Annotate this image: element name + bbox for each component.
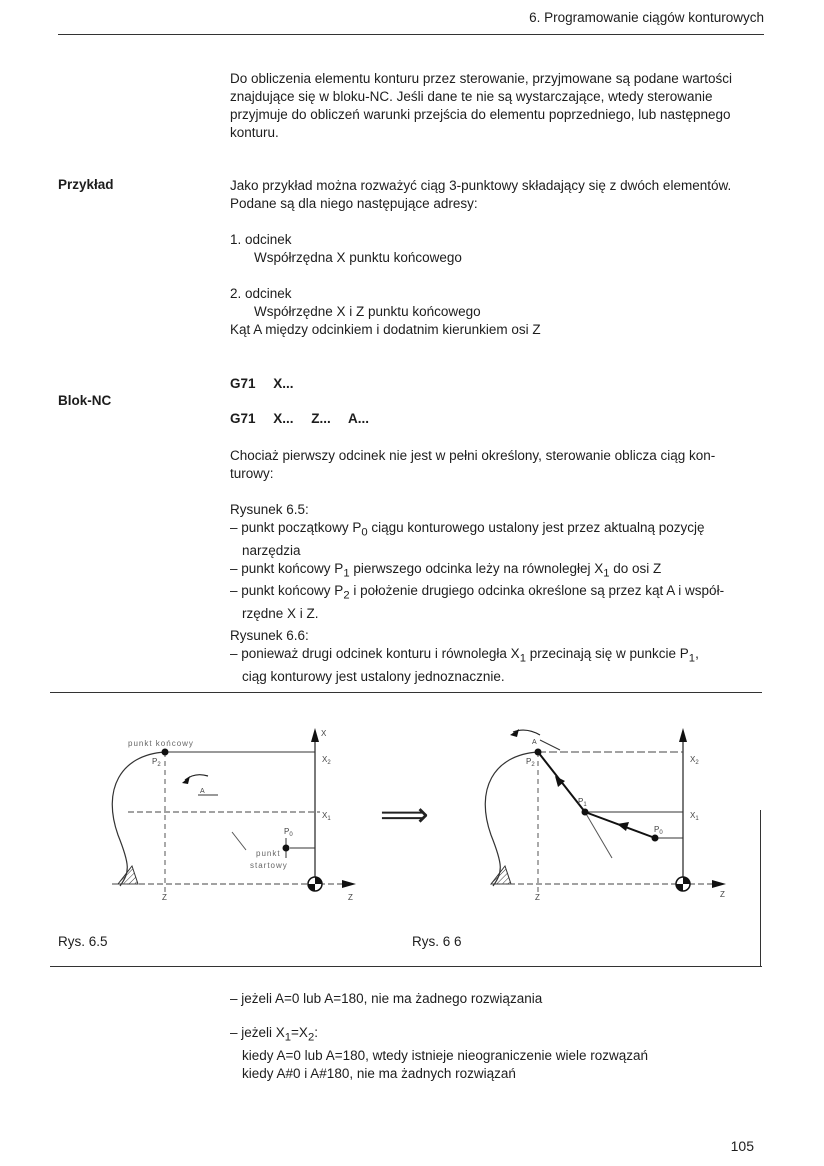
right-p1-point — [582, 809, 589, 816]
intro-line: Do obliczenia elementu konturu przez sterowanie, przyjmowane są podane wartości — [230, 71, 733, 86]
right-workpiece-outline — [485, 752, 538, 886]
right-angle-arrowhead — [510, 729, 519, 737]
segment-2-title: 2. odcinek — [230, 286, 292, 301]
intro-line: znajdujące się w bloku-NC. Jeśli dane te nie są wystarczające, wtedy sterowanie — [230, 89, 713, 104]
caption-fig-6-5: Rys. 6.5 — [58, 934, 108, 949]
left-workpiece-outline — [112, 752, 165, 886]
left-label-start-2: startowy — [250, 861, 288, 870]
right-label-p1: $P_1$ — [578, 797, 587, 808]
segment-2-detail: Współrzędne X i Z punktu końcowego — [254, 304, 481, 319]
left-label-start-1: punkt — [256, 849, 281, 858]
left-z-arrowhead — [342, 880, 356, 888]
segment-1-detail: Współrzędna X punktu końcowego — [254, 250, 462, 265]
explanation-line: Chociaż pierwszy odcinek nie jest w pełni określony, sterowanie oblicza ciąg kon- — [230, 448, 716, 463]
figure-6-5 — [112, 728, 356, 902]
left-p0-point — [283, 845, 290, 852]
right-x-arrowhead — [679, 728, 687, 742]
nc-line-1: G71 X... — [230, 376, 294, 391]
left-label-x-axis: X — [321, 729, 327, 738]
left-label-z-axis: Z — [348, 893, 353, 902]
left-angle-arrowhead — [182, 776, 190, 784]
nc-block-label: Blok-NC — [58, 393, 112, 408]
fig66-bullet-1: – ponieważ drugi odcinek konturu i równoległa $X_1$ przecinają się w punkcie $P_1$, ciąg konturowy jest ustalony jednoznacznie. — [230, 646, 699, 684]
example-line: Podane są dla niego następujące adresy: — [230, 196, 478, 211]
example-label: Przykład — [58, 177, 114, 192]
condition-1: – jeżeli A=0 lub A=180, nie ma żadnego rozwiązania — [230, 991, 543, 1006]
left-label-end: punkt końcowy — [128, 739, 194, 748]
fig66-title: Rysunek 6.6: — [230, 628, 309, 643]
right-p2-point — [535, 749, 542, 756]
right-label-p2: $P_2$ — [526, 757, 535, 768]
condition-2 — [230, 1024, 770, 1083]
left-p2-point — [162, 749, 169, 756]
left-label-p2: $P_2$ — [152, 757, 161, 768]
segment-1-title: 1. odcinek — [230, 232, 292, 247]
implication-arrow: ⟹ — [380, 796, 429, 834]
right-label-p0: $P_0$ — [654, 825, 663, 836]
page-number: 105 — [730, 1138, 754, 1154]
explanation-line: turowy: — [230, 466, 274, 481]
right-z-arrowhead — [712, 880, 726, 888]
fig65-bullet-2: – punkt końcowy $P_1$ pierwszego odcinka leży na równoległej $X_1$ do osi Z — [230, 560, 662, 580]
fig65-bullet-1: – punkt początkowy $P_0$ ciągu konturowego ustalony jest przez aktualną pozycję narzędzia — [230, 520, 705, 558]
right-label-z-mark: Z — [535, 893, 540, 902]
intro-line: przyjmuje do obliczeń warunki przejścia do elementu poprzedniego, lub następnego — [230, 107, 731, 122]
left-hatch — [118, 866, 138, 884]
right-p0-point — [652, 835, 659, 842]
left-label-x1: $X_1$ — [322, 811, 331, 822]
intro-line: konturu. — [230, 125, 279, 140]
right-seg1-arrowhead — [617, 822, 629, 831]
nc-line-2: G71 X... Z... A... — [230, 411, 370, 426]
running-header: 6. Programowanie ciągów konturowych — [529, 10, 764, 25]
condition-2-line-2: kiedy A#0 i A#180, nie ma żadnych rozwiązań — [242, 1065, 516, 1081]
example-line: Jako przykład można rozważyć ciąg 3-punktowy składający się z dwóch elementów. — [230, 178, 732, 193]
left-label-z-mark: Z — [162, 893, 167, 902]
condition-2-head: – jeżeli $X_1=X_2$: — [230, 1025, 318, 1044]
left-origin-icon — [308, 877, 322, 891]
fig65-title: Rysunek 6.5: — [230, 502, 309, 517]
right-label-z-axis: Z — [720, 890, 725, 899]
right-extension-line — [585, 812, 612, 858]
right-hatch — [491, 866, 511, 884]
condition-2-line-1: kiedy A=0 lub A=180, wtedy istnieje nieograniczenie wiele rozwązań — [242, 1047, 649, 1063]
left-leader — [232, 832, 246, 850]
right-label-angle: A — [532, 739, 537, 746]
right-label-x2: $X_2$ — [690, 755, 699, 766]
left-label-angle: A — [200, 788, 205, 795]
right-origin-icon — [676, 877, 690, 891]
left-label-p0: $P_0$ — [284, 827, 293, 838]
left-label-x2: $X_2$ — [322, 755, 331, 766]
fig65-bullet-3: – punkt końcowy $P_2$ i położenie drugiego odcinka określone są przez kąt A i współ- rzędne X i Z. — [230, 583, 725, 622]
caption-fig-6-6: Rys. 6 6 — [412, 934, 462, 949]
right-angle-leg — [540, 740, 560, 750]
right-label-x1: $X_1$ — [690, 811, 699, 822]
figure-6-6 — [485, 728, 726, 902]
left-x-arrowhead — [311, 728, 319, 742]
segment-2-angle: Kąt A między odcinkiem i dodatnim kierunkiem osi Z — [230, 322, 541, 337]
